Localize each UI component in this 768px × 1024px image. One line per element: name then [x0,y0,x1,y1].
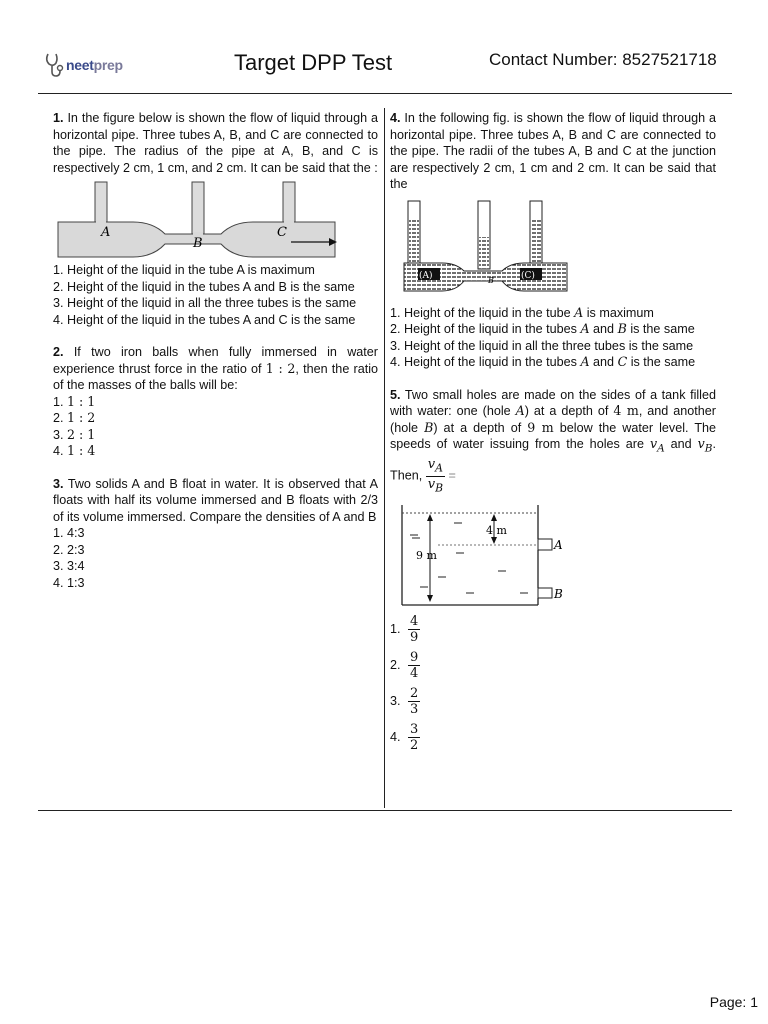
q5-label-4m: 4 m [486,524,507,538]
q2-option-3[interactable]: 3. 2 : 1 [53,426,96,442]
footer-rule [38,810,732,811]
q3-option-2[interactable]: 2. 2:3 [53,542,85,557]
q5-label-hole-b: B [554,587,563,602]
contact-number: Contact Number: 8527521718 [489,50,717,69]
q5-label-hole-a: A [554,538,563,553]
q1-label-b: B [193,236,203,251]
q5-tank-figure [398,501,588,611]
q4-option-1[interactable]: 1. Height of the liquid in the tube A is maximum [390,304,654,320]
q3-option-1[interactable]: 1. 4:3 [53,526,85,540]
column-divider [384,108,385,808]
q2-option-1[interactable]: 1. 1 : 1 [53,393,96,409]
right-column [390,110,716,755]
question-4: 4. In the following fig. is shown the flow of liquid through a horizontal pipe. Three tubes A, B and C are connected to the pipe. The radii of the tubes A, B and C at the junction are respectively 2 cm, 1 cm and 2 cm. It can be said that the (A) B (C) 1. Height of the liquid in the tube A is maximum 2. Height of the liquid in the tubes A and B is the same 3. Height of the liquid in all the three tubes is the same 4. Height of the liquid in the tubes A and C is the same [390,111,716,369]
q4-label-b: B [488,275,494,285]
q1-option-4[interactable]: 4. Height of the liquid in the tubes A and C is the same [53,312,356,327]
question-5: 5. Two small holes are made on the sides of a tank filled with water: one (hole A) at a depth of 4 m, and another (hole B) at a depth of 9 m below the water level. The speeds of water issuing from the holes are $v_A$ and $v_B$. Then, $\frac{v_A}{v_B}$ = 4 m 9 m A B 1. $\frac{4}{9}$ 2. $\frac{9}{4}$ 3. $\frac{2}{3}$ 4. $\frac{3}{2}$ [390,387,716,756]
q5-option-3[interactable]: 3. $\frac{2}{3}$ [390,685,419,717]
q4-pipe-figure [402,195,572,299]
left-column [53,110,378,591]
q1-label-c: C [277,225,287,240]
page-header [0,0,768,100]
q5-ratio-fraction: $\frac{v_A}{v_B}$ [427,457,444,495]
q4-option-4[interactable]: 4. Height of the liquid in the tubes A and C is the same [390,354,696,369]
q1-pipe-figure [53,180,343,260]
question-2: 2. If two iron balls when fully immersed in water experience thrust force in the ratio of 1 : 2, then the ratio of the masses of the balls will be: 1. 1 : 1 2. 1 : 2 3. 2 : 1 4. 1 : 4 [53,345,379,458]
neetprep-logo: neetprep [44,52,123,78]
header-rule [38,93,732,94]
q5-option-2[interactable]: 2. $\frac{9}{4}$ [390,649,419,681]
page-title: Target DPP Test [234,50,393,75]
q1-option-3[interactable]: 3. Height of the liquid in all the three tubes is the same [53,296,357,310]
q2-option-4[interactable]: 4. 1 : 4 [53,443,96,458]
q4-option-3[interactable]: 3. Height of the liquid in all the three tubes is the same [390,338,694,353]
q4-option-2[interactable]: 2. Height of the liquid in the tubes A and B is the same [390,321,695,336]
q1-option-1[interactable]: 1. Height of the liquid in the tube A is maximum [53,263,315,277]
q4-label-a: (A) [419,270,433,281]
stethoscope-icon [44,52,66,78]
q3-option-4[interactable]: 4. 1:3 [53,575,85,590]
q5-label-9m: 9 m [416,549,437,563]
page-number: Page: 1 [709,994,758,1010]
q1-label-a: A [101,225,111,240]
q2-option-2[interactable]: 2. 1 : 2 [53,410,96,425]
q4-label-c: (C) [521,270,535,281]
question-3: 3. Two solids A and B float in water. It is observed that A floats with half its volume immersed and B floats with 2/3 of its volume immersed. Compare the densities of A and B 1. 4:3 2. 2:3 3. 3:4 4. 1:3 [53,476,378,590]
q5-option-1[interactable]: 1. $\frac{4}{9}$ [390,613,419,645]
q5-option-4[interactable]: 4. $\frac{3}{2}$ [390,721,419,753]
q1-option-2[interactable]: 2. Height of the liquid in the tubes A and B is the same [53,279,355,294]
q3-option-3[interactable]: 3. 3:4 [53,559,85,573]
question-1: 1. In the figure below is shown the flow of liquid through a horizontal pipe. Three tubes A, B, and C are connected to the pipe. The radius of the pipe at A, B, and C is respectively 2 cm, 1 cm, and 2 cm. It can be said that the : A B C 1. Height of the liquid in the tube A is maximum 2. Height of the liquid in the tubes A and B is the same 3. Height of the liquid in all the three tubes is the same 4. Height of the liquid in the tubes A and C is the same [53,111,378,327]
